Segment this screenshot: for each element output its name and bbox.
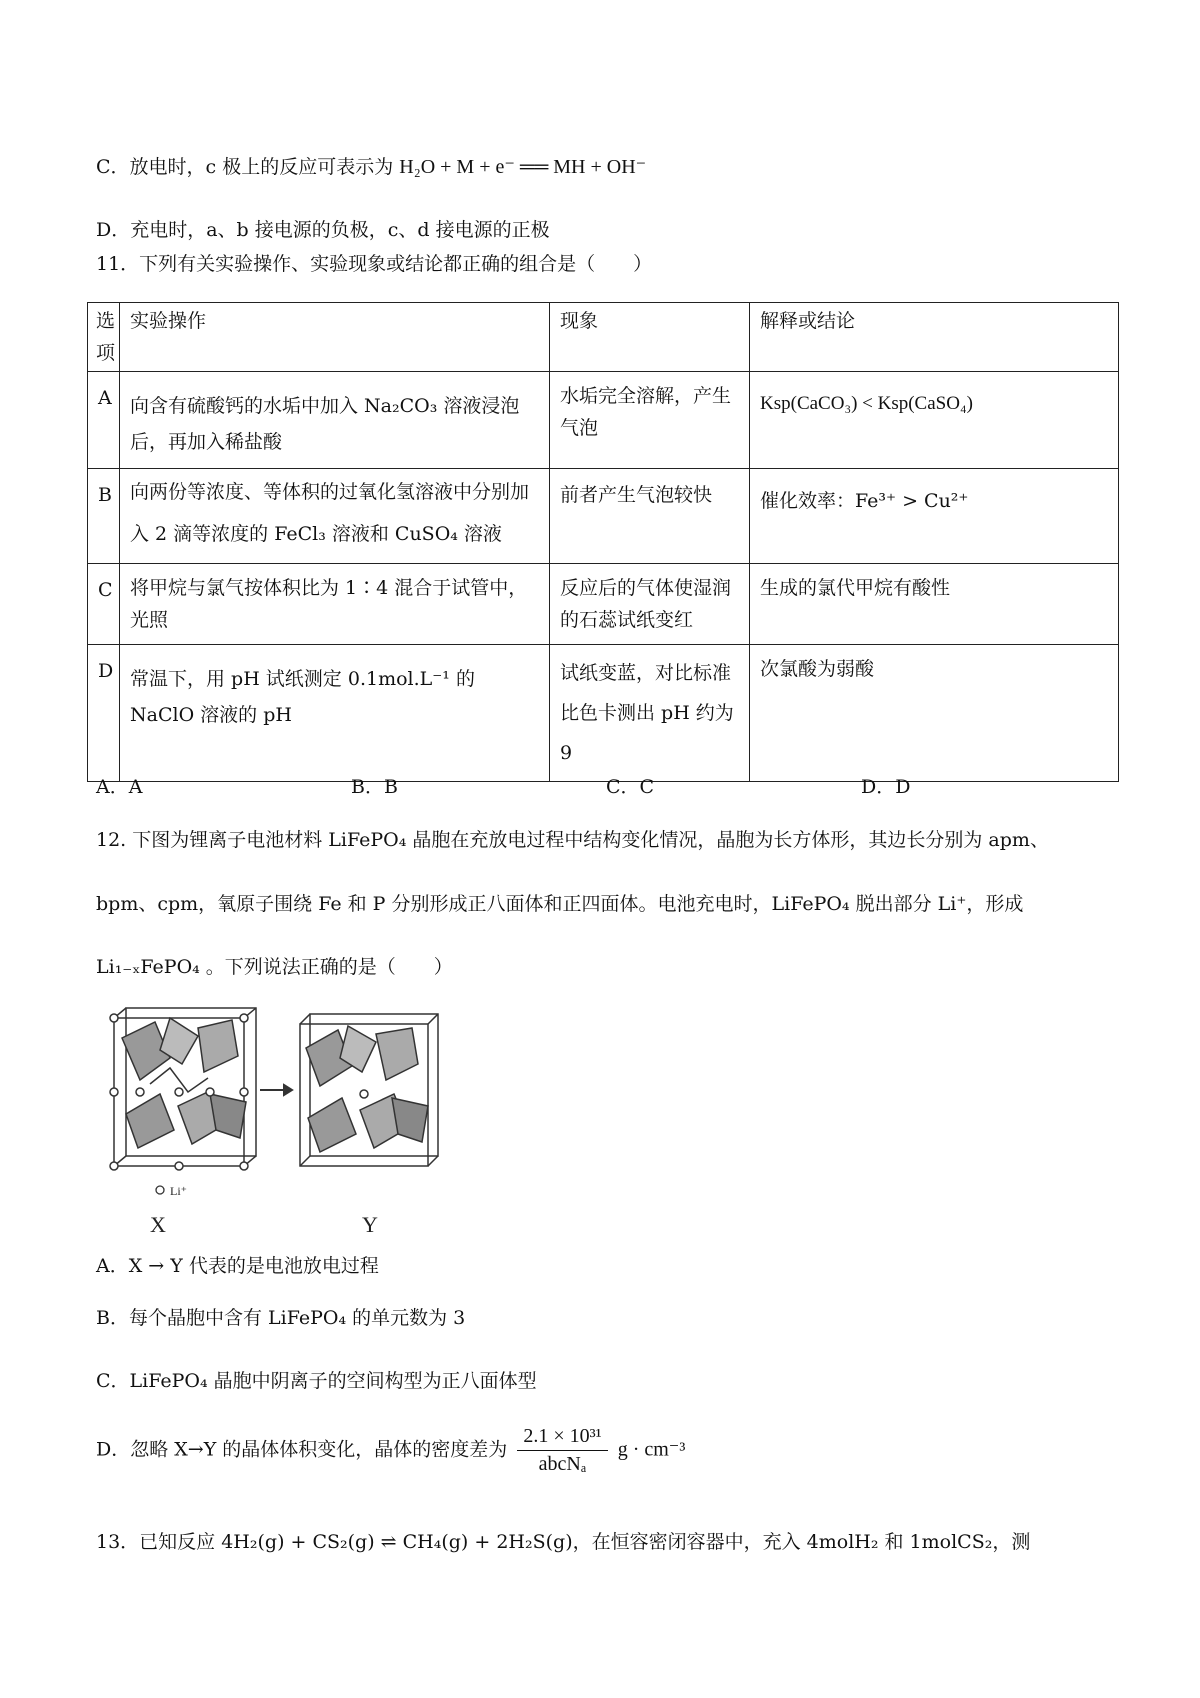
q11-options [96, 772, 910, 799]
figure-legend-li: Li⁺ [170, 1184, 187, 1198]
row-operation: 将甲烷与氯气按体积比为 1∶4 混合于试管中，光照 [120, 564, 550, 645]
q12-option-a: A．X → Y 代表的是电池放电过程 [96, 1255, 379, 1277]
q10-option-c-equation: H₂O + M + e⁻ ══ MH + OH⁻ [399, 156, 647, 178]
density-fraction [517, 1425, 607, 1476]
row-operation: 常温下，用 pH 试纸测定 0.1mol.L⁻¹ 的 NaClO 溶液的 pH [120, 645, 550, 782]
row-option: C [88, 564, 120, 645]
table-row [88, 564, 1119, 645]
li-ion-legend-icon [156, 1186, 164, 1194]
q10-option-c [96, 152, 646, 179]
row-phenomenon: 前者产生气泡较快 [550, 469, 750, 564]
crystal-structure-figure [100, 998, 456, 1246]
li-ions-y [360, 1090, 368, 1098]
q11-option-a: A．A [96, 776, 143, 798]
cell-x [114, 1008, 256, 1166]
q11-option-d: D．D [861, 776, 911, 798]
fraction-numerator: 2.1 × 10³¹ [517, 1425, 607, 1451]
arrow-icon [260, 1085, 292, 1095]
cell-y [300, 1014, 438, 1166]
table-row [88, 372, 1119, 469]
table-header-conclusion: 解释或结论 [750, 303, 1119, 372]
fraction-denominator: abcNₐ [538, 1453, 587, 1475]
q12-option-b: B．每个晶胞中含有 LiFePO₄ 的单元数为 3 [96, 1307, 466, 1329]
row-phenomenon: 反应后的气体使湿润的石蕊试纸变红 [550, 564, 750, 645]
q12-stem-line1: 12. 下图为锂离子电池材料 LiFePO₄ 晶胞在充放电过程中结构变化情况，晶胞为长方体形，其边长分别为 apm、 [96, 829, 1049, 851]
q10-option-d: D．充电时，a、b 接电源的负极，c、d 接电源的正极 [96, 219, 550, 241]
figure-label-y: Y [362, 1212, 378, 1237]
figure-label-x: X [150, 1212, 166, 1237]
q11-experiment-table [87, 302, 1119, 782]
table-header-option: 选项 [88, 303, 120, 372]
table-header-operation: 实验操作 [120, 303, 550, 372]
q12-stem-line3: Li₁₋ₓFePO₄ 。下列说法正确的是（ ） [96, 956, 453, 978]
table-row [88, 469, 1119, 564]
row-phenomenon: 水垢完全溶解，产生气泡 [550, 372, 750, 469]
table-header-row [88, 303, 1119, 372]
q12-option-d [96, 1425, 685, 1476]
row-option: A [88, 372, 120, 469]
density-unit: g · cm⁻³ [617, 1438, 686, 1461]
q10-option-c-text: C．放电时，c 极上的反应可表示为 [96, 156, 394, 178]
crystal-diagram [100, 998, 456, 1246]
row-conclusion: 催化效率：Fe³⁺ > Cu²⁺ [750, 469, 1119, 564]
row-conclusion: Ksp(CaCO₃) < Ksp(CaSO₄) [750, 372, 1119, 469]
q11-option-c: C．C [606, 776, 655, 798]
table-header-phenomenon: 现象 [550, 303, 750, 372]
q11-stem: 11．下列有关实验操作、实验现象或结论都正确的组合是（ ） [96, 253, 653, 275]
q11-option-b: B．B [351, 776, 398, 798]
row-operation: 向两份等浓度、等体积的过氧化氢溶液中分别加入 2 滴等浓度的 FeCl₃ 溶液和 CuSO₄ 溶液 [120, 469, 550, 564]
q12-option-d-text: D．忽略 X→Y 的晶体体积变化，晶体的密度差为 [96, 1438, 508, 1461]
row-conclusion: 生成的氯代甲烷有酸性 [750, 564, 1119, 645]
q12-stem-line2: bpm、cpm，氧原子围绕 Fe 和 P 分别形成正八面体和正四面体。电池充电时，LiFePO₄ 脱出部分 Li⁺，形成 [96, 893, 1024, 915]
q12-option-c: C．LiFePO₄ 晶胞中阴离子的空间构型为正八面体型 [96, 1370, 537, 1392]
row-phenomenon: 试纸变蓝，对比标准比色卡测出 pH 约为 9 [550, 645, 750, 782]
row-option: B [88, 469, 120, 564]
row-operation: 向含有硫酸钙的水垢中加入 Na₂CO₃ 溶液浸泡后，再加入稀盐酸 [120, 372, 550, 469]
q13-stem: 13．已知反应 4H₂(g) + CS₂(g) ⇌ CH₄(g) + 2H₂S(g)，在恒容密闭容器中，充入 4molH₂ 和 1molCS₂，测 [96, 1531, 1031, 1553]
row-conclusion: 次氯酸为弱酸 [750, 645, 1119, 782]
row-option: D [88, 645, 120, 782]
table-row [88, 645, 1119, 782]
